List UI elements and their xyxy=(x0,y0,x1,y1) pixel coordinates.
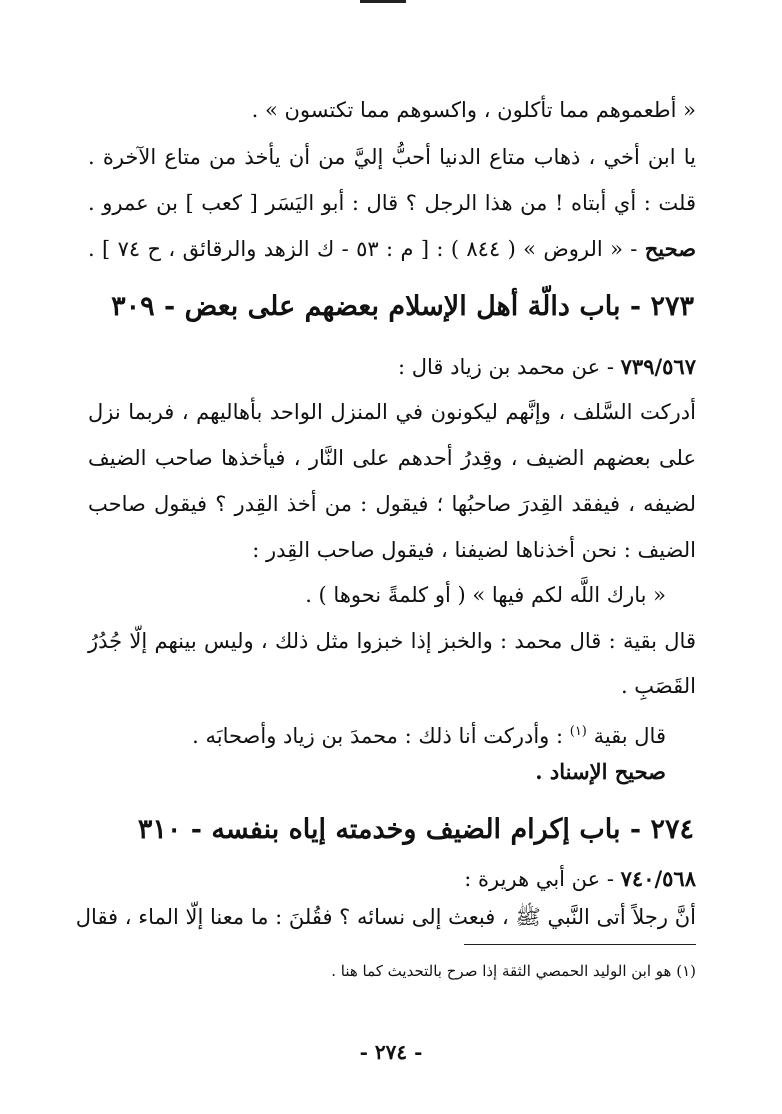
text-line: لضيفه ، فيفقد القِدرَ صاحبُها ؛ فيقول : من أخذ القِدر ؟ فيقول صاحب xyxy=(88,492,696,516)
footnote-divider xyxy=(464,944,696,945)
hadith-intro xyxy=(464,864,696,894)
hadith-grading: صحيح الإسناد . xyxy=(535,759,666,784)
hadith-intro xyxy=(398,352,696,382)
text-line xyxy=(192,717,666,751)
hadith-number: ٧٤٠/٥٦٨ xyxy=(620,866,696,891)
grading-label: صحيح xyxy=(644,236,697,261)
hadith-number: ٧٣٩/٥٦٧ xyxy=(620,354,696,379)
footnote: (١) هو ابن الوليد الحمصي الثقة إذا صرح بالتحديث كما هنا . xyxy=(331,962,696,980)
chapter-heading-274: ٢٧٤ - باب إكرام الضيف وخدمته إياه بنفسه - ٣١٠ xyxy=(137,814,694,845)
text-line: على بعضهم الضيف ، وقِدرُ أحدهم على النَّار ، فيأخذها صاحب الضيف xyxy=(88,446,696,470)
hadith-narrator: - عن محمد بن زياد قال : xyxy=(397,355,621,379)
page-number: - ٢٧٤ - xyxy=(359,1040,423,1064)
text-line: « أطعموهم مما تأكلون ، واكسوهم مما تكتسون » . xyxy=(251,98,696,122)
text-line: قال بقية : قال محمد : والخبز إذا خبزوا مثل ذلك ، وليس بينهم إلّا جُدُرُ xyxy=(88,629,696,653)
text-line: القَصَبِ . xyxy=(620,674,696,698)
top-edge-mark xyxy=(360,0,406,3)
text-line: أنَّ رجلاً أتى النَّبي ﷺ ، فبعث إلى نسائه ؟ فقُلنَ : ما معنا إلّا الماء ، فقال xyxy=(75,905,696,929)
grading-line xyxy=(88,234,696,264)
text-line: يا ابن أخي ، ذهاب متاع الدنيا أحبُّ إليَّ من أن يأخذ من متاع الآخرة . xyxy=(88,145,696,169)
baqiya-text: قال بقية xyxy=(593,724,666,748)
text-line: أدركت السَّلف ، وإنَّهم ليكونون في المنزل الواحد بأهاليهم ، فربما نزل xyxy=(88,400,696,424)
text-line: الضيف : نحن أخذناها لضيفنا ، فيقول صاحب القِدر : xyxy=(252,538,696,562)
hadith-narrator: - عن أبي هريرة : xyxy=(464,867,621,891)
grading-source: - « الروض » ( ٨٤٤ ) : [ م : ٥٣ - ك الزهد والرقائق ، ح ٧٤ ] . xyxy=(88,237,645,261)
footnote-ref: (١) xyxy=(569,724,587,739)
chapter-heading-273: ٢٧٣ - باب دالّة أهل الإسلام بعضهم على بعض - ٣٠٩ xyxy=(111,291,694,322)
baqiya-text-cont: : وأدركت أنا ذلك : محمدَ بن زياد وأصحابَه . xyxy=(192,724,570,748)
text-line: « بارك اللَّه لكم فيها » ( أو كلمةً نحوها ) . xyxy=(305,583,666,607)
text-line: قلت : أي أبتاه ! من هذا الرجل ؟ قال : أبو اليَسَر [ كعب ] بن عمرو . xyxy=(88,191,696,215)
